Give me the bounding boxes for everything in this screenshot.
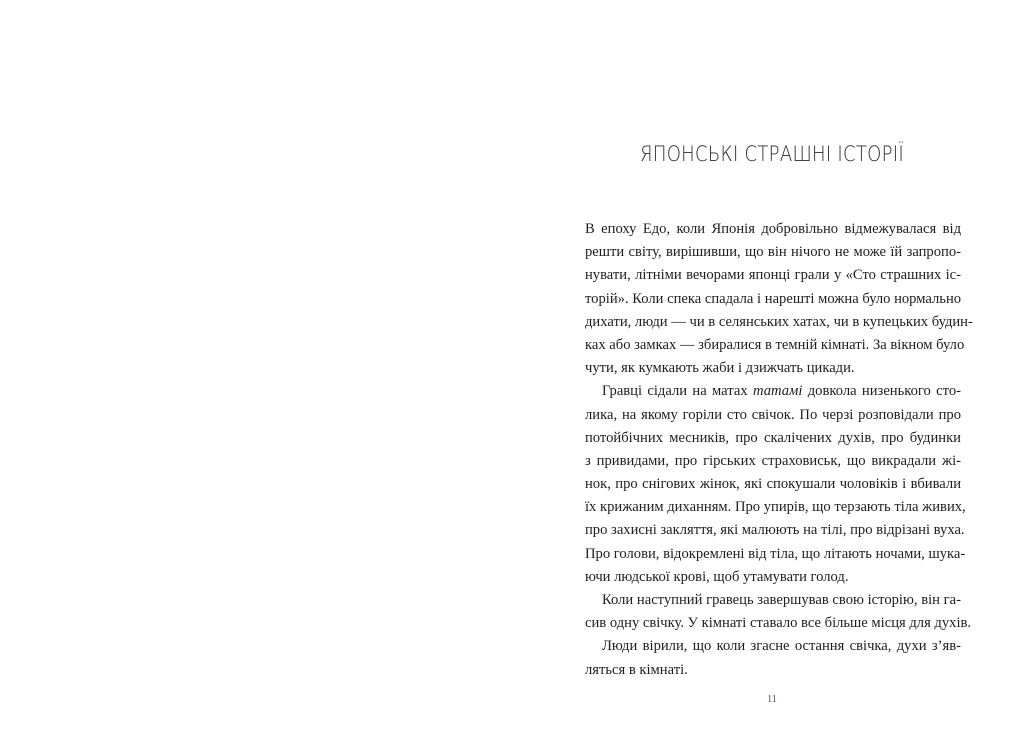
text-line: їх крижаним диханням. Про упирів, що терзають тіла живих,: [585, 499, 966, 516]
text-line: сив одну свічку. У кімнаті ставало все більше місця для духів.: [585, 615, 972, 632]
text-line: нувати, літніми вечорами японці грали у «Сто страшних іс-: [585, 267, 961, 284]
text-line: В епоху Едо, коли Японія добровільно відмежувалася від: [585, 221, 961, 237]
text-line: ках або замках — збиралися в темній кімнаті. За вікном було: [585, 336, 965, 353]
text-line: ляться в кімнаті.: [585, 661, 688, 678]
text-line: нок, про снігових жінок, які спокушали чоловіків і вбивали: [585, 476, 961, 493]
text-line: решти світу, вирішивши, що він нічого не може їй запропо-: [585, 244, 961, 261]
text-line: про захисні закляття, які малюють на тілі, про відрізані вуха.: [585, 522, 965, 539]
page-number: 11: [766, 694, 778, 705]
text-line: потойбічних месників, про скалічених духів, про будинки: [585, 429, 961, 446]
text-line: Люди вірили, що коли згасне остання свічка, духи з’яв-: [602, 638, 961, 655]
italic-term: татамі: [752, 383, 803, 400]
text-line: з привидами, про гірських страховиськ, що викрадали жі-: [585, 452, 961, 469]
text-line: торій». Коли спека спадала і нарешті можна було нормально: [585, 290, 962, 307]
chapter-title: ЯПОНСЬКІ СТРАШНІ ІСТОРІЇ: [640, 142, 904, 166]
text-line: дихати, люди — чи в селянських хатах, чи в купецьких будин-: [585, 313, 973, 330]
text-segment: Гравці сідали на матах: [602, 383, 748, 400]
text-line: лика, на якому горіли сто свічок. По черзі розповідали про: [585, 406, 961, 423]
text-line: Про голови, відокремлені від тіла, що літають ночами, шука-: [585, 545, 966, 562]
text-line: [585, 380, 961, 403]
text-line: чути, як кумкають жаби і дзижчать цикади.: [585, 360, 855, 377]
text-line: ючи людської крові, щоб утамувати голод.: [585, 568, 849, 585]
text-line: Коли наступний гравець завершував свою історію, він га-: [602, 592, 961, 608]
right-page: [512, 0, 1024, 752]
text-segment: довкола низенького сто-: [807, 383, 961, 400]
body-text: [585, 218, 973, 682]
